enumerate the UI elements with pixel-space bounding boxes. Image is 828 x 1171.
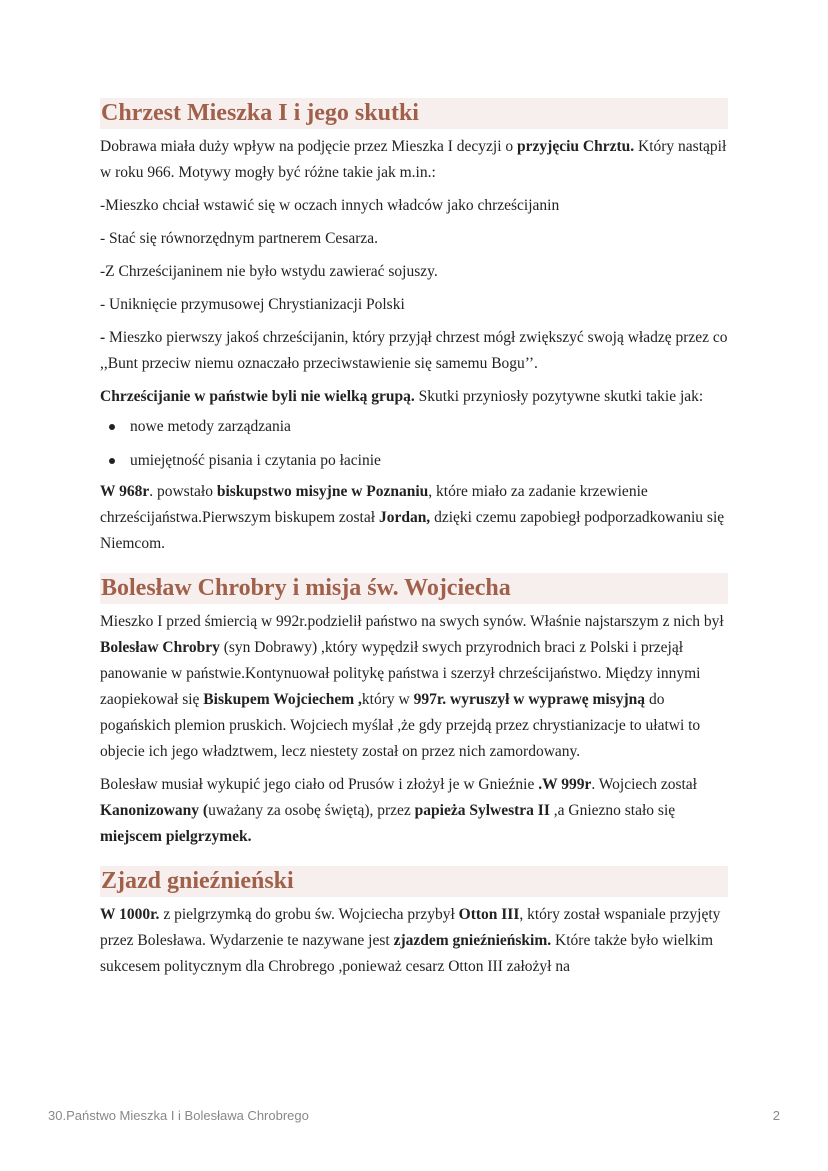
paragraph-dobrawa bbox=[100, 134, 728, 186]
text: Dobrawa miała duży wpływ na podjęcie przez Mieszka I decyzji o bbox=[100, 138, 518, 155]
bold-text: 997r. wyruszył w wyprawę misyjną bbox=[413, 691, 646, 708]
bold-text: .W 999r bbox=[538, 776, 592, 793]
bold-text: biskupstwo misyjne w Poznaniu bbox=[216, 483, 429, 500]
text: Skutki przyniosły pozytywne skutki takie jak: bbox=[414, 388, 704, 405]
bold-text: zjazdem gnieźnieńskim. bbox=[393, 932, 552, 949]
text: uważany za osobę świętą), przez bbox=[208, 802, 415, 819]
text: (syn Dobrawy) ,który wypędził swych przyrodnich braci z Polski i przejął panowanie w państwie.Kontynuował politykę państwa i szerzył chrześcijaństwo. Między innymi zaopiekował się bbox=[100, 639, 701, 708]
text: Bolesław musiał wykupić jego ciało od Prusów i złożył je w Gnieźnie bbox=[100, 776, 539, 793]
list-item bbox=[130, 414, 728, 440]
bullet-icon bbox=[109, 458, 115, 464]
paragraph-968 bbox=[100, 479, 728, 557]
bold-text: Kanonizowany ( bbox=[100, 802, 209, 819]
bold-text: Otton III bbox=[458, 906, 520, 923]
text: który w bbox=[361, 691, 414, 708]
text: do pogańskich plemion pruskich. Wojciech myślał ,że gdy przejdą przez chrystianizacje to ułatwi to objecie ich jego władztwem, lecz niestety został on przez nich zamordowany. bbox=[100, 691, 701, 760]
text: Które także było wielkim sukcesem politycznym dla Chrobrego ,ponieważ cesarz Otton III założył na bbox=[100, 932, 713, 975]
paragraph-chrzescijanie bbox=[100, 384, 728, 410]
paragraph-1000 bbox=[100, 902, 728, 980]
page-number: 2 bbox=[772, 1108, 780, 1123]
section-heading-chrzest: Chrzest Mieszka I i jego skutki bbox=[100, 98, 728, 129]
text: Mieszko pierwszy jakoś chrześcijanin, który przyjął chrzest mógł zwiększyć swoją władzę przez co ,,Bunt przeciw niemu oznaczało przeciwstawienie się samemu Bogu’’. bbox=[100, 329, 728, 372]
text: , który został wspaniale przyjęty przez Bolesława. Wydarzenie te nazywane jest bbox=[100, 906, 721, 949]
footer-title: 30.Państwo Mieszka I i Bolesława Chrobrego bbox=[48, 1108, 309, 1123]
bold-text: W 1000r. bbox=[100, 906, 160, 923]
section-heading-zjazd: Zjazd gnieźnieński bbox=[100, 866, 728, 897]
text: , które miało za zadanie krzewienie chrześcijaństwa.Pierwszym biskupem został bbox=[100, 483, 648, 526]
paragraph-mieszko-smierc bbox=[100, 609, 728, 765]
list-item bbox=[130, 448, 728, 474]
text: . Wojciech został bbox=[591, 776, 697, 793]
motive-1: -Mieszko chciał wstawić się w oczach innych władców jako chrześcijanin bbox=[100, 197, 560, 214]
document-page bbox=[100, 98, 728, 980]
bold-text: Chrześcijanie w państwie byli nie wielką grupą. bbox=[100, 388, 415, 405]
bullet-list bbox=[100, 414, 728, 474]
page-footer bbox=[48, 1108, 780, 1123]
motive-3: -Z Chrześcijaninem nie było wstydu zawierać sojuszy. bbox=[100, 263, 438, 280]
bold-text: W 968r bbox=[100, 483, 150, 500]
motive-5 bbox=[100, 325, 728, 377]
motive-2: - Stać się równorzędnym partnerem Cesarza. bbox=[100, 230, 379, 247]
bold-text: przyjęciu Chrztu. bbox=[517, 138, 635, 155]
text: umiejętność pisania i czytania po łacinie bbox=[130, 452, 381, 469]
text: ,a Gniezno stało się bbox=[549, 802, 676, 819]
text: Mieszko I przed śmiercią w 992r.podzielił państwo na swych synów. Właśnie najstarszym z nich był bbox=[100, 613, 724, 630]
text: dzięki czemu zapobiegł podporzadkowaniu się Niemcom. bbox=[100, 509, 725, 552]
bold-text: - bbox=[100, 329, 106, 346]
text: z pielgrzymką do grobu św. Wojciecha przybył bbox=[159, 906, 459, 923]
text: Który nastąpił w roku 966. Motywy mogły być różne takie jak m.in.: bbox=[100, 138, 727, 181]
text: nowe metody zarządzania bbox=[130, 418, 291, 435]
bold-text: Biskupem Wojciechem , bbox=[203, 691, 362, 708]
bullet-icon bbox=[109, 424, 115, 430]
bold-text: Jordan, bbox=[378, 509, 431, 526]
bold-text: miejscem pielgrzymek. bbox=[100, 828, 252, 845]
bold-text: papieża Sylwestra II bbox=[414, 802, 550, 819]
section-heading-boleslaw: Bolesław Chrobry i misja św. Wojciecha bbox=[100, 573, 728, 604]
text: . powstało bbox=[149, 483, 217, 500]
paragraph-wykup bbox=[100, 772, 728, 850]
bold-text: Bolesław Chrobry bbox=[100, 639, 220, 656]
motive-4: - Uniknięcie przymusowej Chrystianizacji Polski bbox=[100, 296, 405, 313]
